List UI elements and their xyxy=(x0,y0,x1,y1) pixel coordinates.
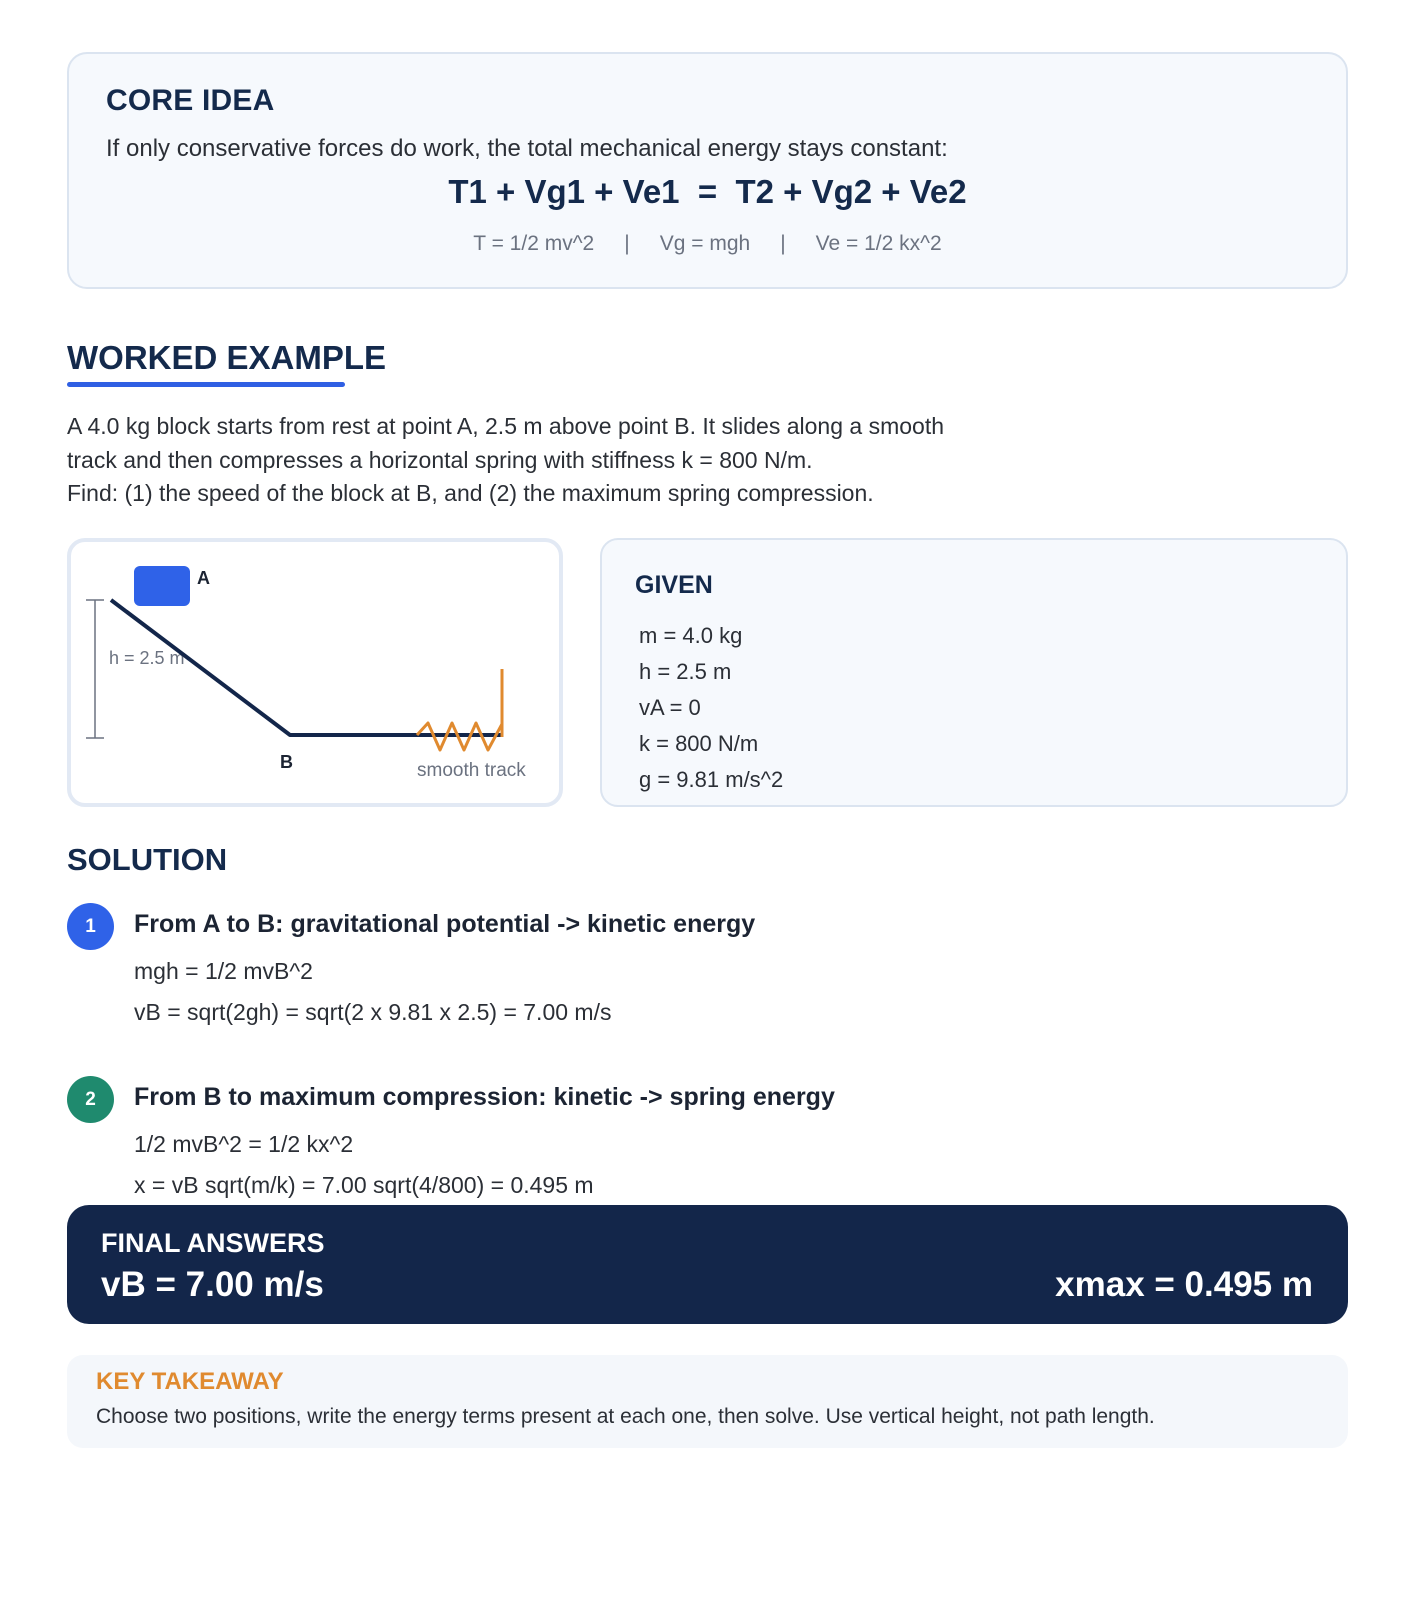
height-dimension xyxy=(86,600,104,738)
definition-separator: | xyxy=(780,232,786,255)
kinetic-energy-definition: T = 1/2 mv^2 xyxy=(473,232,595,255)
spring-energy-definition: Ve = 1/2 kx^2 xyxy=(815,232,942,255)
step-2-equation: 1/2 mvB^2 = 1/2 kx^2 xyxy=(134,1131,354,1157)
given-item-mass: m = 4.0 kg xyxy=(639,623,743,648)
step-2-number-badge: 2 xyxy=(67,1076,114,1123)
definition-separator: | xyxy=(624,232,630,255)
given-item-stiffness: k = 800 N/m xyxy=(639,731,759,756)
solution-title: SOLUTION xyxy=(67,842,228,877)
core-idea-title: CORE IDEA xyxy=(106,84,275,117)
final-answer-compression: xmax = 0.495 m xyxy=(1055,1265,1313,1304)
key-takeaway-card xyxy=(67,1355,1348,1448)
step-2-heading: From B to maximum compression: kinetic -> spring energy xyxy=(134,1083,835,1111)
problem-line: A 4.0 kg block starts from rest at point A, 2.5 m above point B. It slides along a smooth xyxy=(67,413,945,439)
core-idea-card xyxy=(67,52,1348,289)
given-item-height: h = 2.5 m xyxy=(639,659,732,684)
given-item-initial-velocity: vA = 0 xyxy=(639,695,701,720)
key-takeaway-text: Choose two positions, write the energy terms present at each one, then solve. Use vertical height, not path length. xyxy=(96,1405,1155,1428)
worked-example-title: WORKED EXAMPLE xyxy=(67,339,387,376)
final-answers-title: FINAL ANSWERS xyxy=(101,1228,325,1258)
step-2-result: x = vB sqrt(m/k) = 7.00 sqrt(4/800) = 0.495 m xyxy=(134,1172,594,1198)
given-card xyxy=(600,538,1348,807)
problem-statement xyxy=(67,410,1027,511)
given-title: GIVEN xyxy=(635,571,713,599)
track-diagram xyxy=(67,538,563,807)
point-a-label: A xyxy=(197,568,210,588)
final-answer-speed: vB = 7.00 m/s xyxy=(101,1265,324,1304)
step-1-result: vB = sqrt(2gh) = sqrt(2 x 9.81 x 2.5) = 7.00 m/s xyxy=(134,999,612,1025)
worked-example-underline xyxy=(67,382,345,387)
given-list xyxy=(639,618,783,798)
step-1-number-badge: 1 xyxy=(67,903,114,950)
step-1-equation: mgh = 1/2 mvB^2 xyxy=(134,958,313,984)
track-diagram-card xyxy=(67,538,563,807)
height-label: h = 2.5 m xyxy=(109,648,185,668)
energy-conservation-formula: T1 + Vg1 + Ve1 = T2 + Vg2 + Ve2 xyxy=(448,173,967,210)
given-item-gravity: g = 9.81 m/s^2 xyxy=(639,767,784,792)
step-1-heading: From A to B: gravitational potential -> kinetic energy xyxy=(134,910,756,938)
final-answers-card xyxy=(67,1205,1348,1324)
solution-step-1 xyxy=(67,903,1267,1033)
point-b-label: B xyxy=(280,752,293,772)
problem-line: Find: (1) the speed of the block at B, and (2) the maximum spring compression. xyxy=(67,480,874,506)
energy-term-definitions xyxy=(69,232,1346,256)
key-takeaway-title: KEY TAKEAWAY xyxy=(96,1368,284,1395)
smooth-track-label: smooth track xyxy=(417,760,526,781)
solution-step-2 xyxy=(67,1076,1267,1206)
gravitational-energy-definition: Vg = mgh xyxy=(659,232,751,255)
core-idea-text: If only conservative forces do work, the total mechanical energy stays constant: xyxy=(106,135,948,162)
problem-line: track and then compresses a horizontal spring with stiffness k = 800 N/m. xyxy=(67,446,813,473)
block xyxy=(134,566,190,606)
